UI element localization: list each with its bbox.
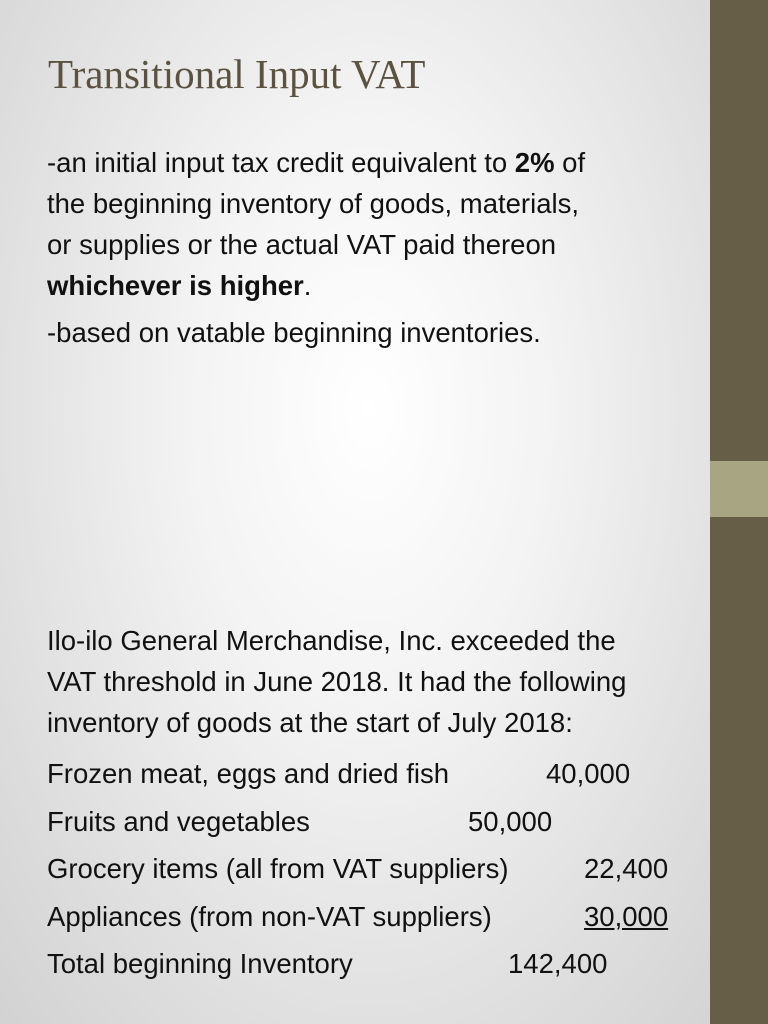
- inventory-row: [47, 845, 669, 893]
- basis-paragraph: [47, 312, 707, 353]
- inventory-total-row: [47, 940, 608, 988]
- definition-text: .: [303, 270, 312, 301]
- example-intro-line: VAT threshold in June 2018. It had the following: [47, 666, 627, 697]
- definition-text: -an initial input tax credit equivalent to: [47, 147, 515, 178]
- slide-title: Transitional Input VAT: [48, 51, 426, 97]
- whichever-highlight: whichever is higher: [47, 270, 304, 301]
- inventory-amount: 22,400: [584, 853, 669, 884]
- inventory-amount: 40,000: [546, 758, 631, 789]
- inventory-amount: 50,000: [468, 805, 553, 837]
- definition-line-4: [47, 265, 707, 306]
- definition-line-1: [47, 142, 707, 183]
- inventory-item: Frozen meat, eggs and dried fish: [47, 758, 450, 789]
- inventory-item: Appliances (from non-VAT suppliers): [47, 900, 492, 932]
- inventory-item: Grocery items (all from VAT suppliers): [47, 853, 509, 884]
- inventory-item: Fruits and vegetables: [47, 805, 310, 837]
- inventory-row: [47, 893, 669, 941]
- basis-line: -based on vatable beginning inventories.: [47, 317, 541, 348]
- example-intro-line: Ilo-ilo General Merchandise, Inc. exceeded the: [47, 625, 616, 656]
- inventory-amount: 30,000: [584, 900, 669, 932]
- definition-paragraph: [47, 142, 707, 306]
- example-intro-line: inventory of goods at the start of July 2018:: [47, 707, 573, 738]
- inventory-total-amount: 142,400: [508, 948, 608, 979]
- inventory-row: [47, 798, 553, 846]
- definition-line-3: or supplies or the actual VAT paid thereon: [47, 229, 557, 260]
- inventory-total-label: Total beginning Inventory: [47, 948, 353, 979]
- definition-line-2: the beginning inventory of goods, materials,: [47, 188, 579, 219]
- side-bar-accent: [710, 461, 768, 517]
- inventory-list: [47, 750, 669, 988]
- rate-highlight: 2%: [514, 147, 555, 178]
- example-intro: [47, 620, 707, 743]
- inventory-row: [47, 750, 631, 798]
- definition-text: of: [554, 147, 586, 178]
